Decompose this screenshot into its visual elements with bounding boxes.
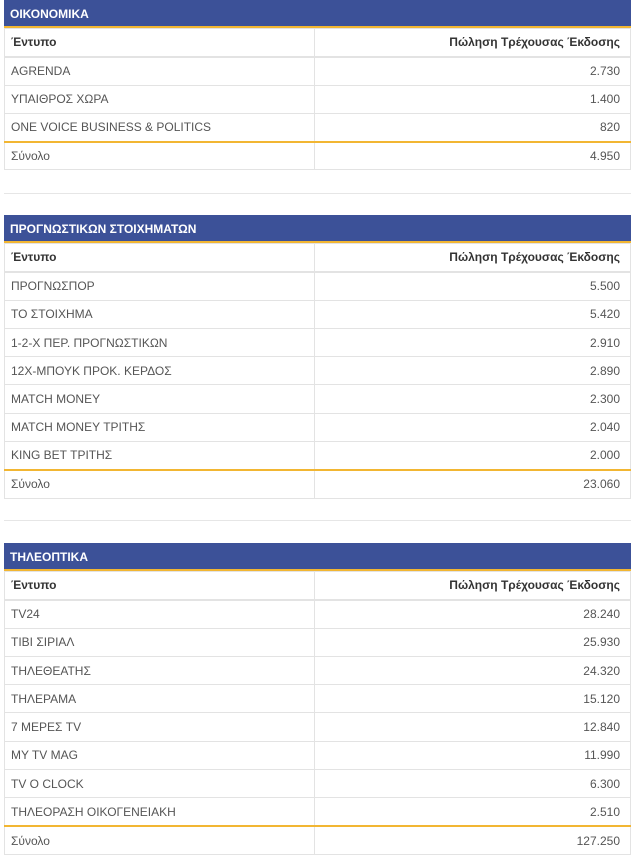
column-header-sales: Πώληση Τρέχουσας Έκδοσης: [315, 29, 631, 57]
section-title: ΠΡΟΓΝΩΣΤΙΚΩΝ ΣΤΟΙΧΗΜΑΤΩΝ: [4, 215, 631, 243]
section-title: ΟΙΚΟΝΟΜΙΚΑ: [4, 0, 631, 28]
table-row: [5, 328, 631, 356]
total-label: Σύνολο: [5, 142, 315, 170]
publication-name: AGRENDA: [5, 57, 315, 85]
publication-name: MATCH MONEY ΤΡΙΤΗΣ: [5, 413, 315, 441]
table-header-row: [5, 244, 631, 272]
section-divider: [4, 193, 631, 194]
column-header-sales: Πώληση Τρέχουσας Έκδοσης: [315, 572, 631, 600]
total-value: 4.950: [315, 142, 631, 170]
section-title: ΤΗΛΕΟΠΤΙΚΑ: [4, 543, 631, 571]
sales-table: [4, 571, 631, 855]
section-prognostikon: [4, 215, 631, 499]
publication-sales: 11.990: [315, 741, 631, 769]
publication-name: MY TV MAG: [5, 741, 315, 769]
publication-sales: 28.240: [315, 600, 631, 628]
total-label: Σύνολο: [5, 470, 315, 498]
total-row: [5, 826, 631, 854]
publication-name: MATCH MONEY: [5, 385, 315, 413]
table-row: [5, 741, 631, 769]
column-header-title: Έντυπο: [5, 29, 315, 57]
table-row: [5, 357, 631, 385]
publication-sales: 5.420: [315, 300, 631, 328]
table-row: [5, 770, 631, 798]
publication-name: ΤΗΛΕΘΕΑΤΗΣ: [5, 656, 315, 684]
total-row: [5, 470, 631, 498]
table-row: [5, 272, 631, 300]
publication-sales: 2.040: [315, 413, 631, 441]
column-header-sales: Πώληση Τρέχουσας Έκδοσης: [315, 244, 631, 272]
total-label: Σύνολο: [5, 826, 315, 854]
publication-name: 1-2-Χ ΠΕΡ. ΠΡΟΓΝΩΣΤΙΚΩΝ: [5, 328, 315, 356]
publication-name: ΤΗΛΕΟΡΑΣΗ ΟΙΚΟΓΕΝΕΙΑΚΗ: [5, 798, 315, 826]
publication-sales: 2.730: [315, 57, 631, 85]
publication-sales: 2.910: [315, 328, 631, 356]
table-row: [5, 656, 631, 684]
section-tileoptika: [4, 543, 631, 855]
publication-name: 7 ΜΕΡΕΣ TV: [5, 713, 315, 741]
table-row: [5, 300, 631, 328]
publication-name: ΤΗΛΕΡΑΜΑ: [5, 685, 315, 713]
publication-name: ΤΟ ΣΤΟΙΧΗΜΑ: [5, 300, 315, 328]
publication-sales: 15.120: [315, 685, 631, 713]
publication-sales: 25.930: [315, 628, 631, 656]
publication-sales: 5.500: [315, 272, 631, 300]
publication-name: TV24: [5, 600, 315, 628]
publication-sales: 1.400: [315, 85, 631, 113]
table-row: [5, 442, 631, 470]
publication-name: KING BET ΤΡΙΤΗΣ: [5, 442, 315, 470]
table-row: [5, 385, 631, 413]
publication-name: ΤΙΒΙ ΣΙΡΙΑΛ: [5, 628, 315, 656]
column-header-title: Έντυπο: [5, 572, 315, 600]
publication-sales: 2.300: [315, 385, 631, 413]
publication-name: ONE VOICE BUSINESS & POLITICS: [5, 113, 315, 141]
publication-sales: 820: [315, 113, 631, 141]
table-row: [5, 628, 631, 656]
table-row: [5, 713, 631, 741]
table-row: [5, 798, 631, 826]
publication-name: ΠΡΟΓΝΩΣΠΟΡ: [5, 272, 315, 300]
section-divider: [4, 520, 631, 521]
table-row: [5, 685, 631, 713]
section-oikonomika: [4, 0, 631, 170]
table-row: [5, 85, 631, 113]
publication-name: TV O CLOCK: [5, 770, 315, 798]
total-value: 23.060: [315, 470, 631, 498]
column-header-title: Έντυπο: [5, 244, 315, 272]
publication-sales: 6.300: [315, 770, 631, 798]
sales-table: [4, 243, 631, 499]
publication-name: ΥΠΑΙΘΡΟΣ ΧΩΡΑ: [5, 85, 315, 113]
table-row: [5, 600, 631, 628]
table-row: [5, 113, 631, 141]
sales-table: [4, 28, 631, 170]
publication-sales: 12.840: [315, 713, 631, 741]
total-value: 127.250: [315, 826, 631, 854]
publication-sales: 2.510: [315, 798, 631, 826]
table-row: [5, 57, 631, 85]
publication-sales: 2.000: [315, 442, 631, 470]
publication-name: 12Χ-ΜΠΟΥΚ ΠΡΟΚ. ΚΕΡΔΟΣ: [5, 357, 315, 385]
table-header-row: [5, 29, 631, 57]
table-header-row: [5, 572, 631, 600]
table-row: [5, 413, 631, 441]
total-row: [5, 142, 631, 170]
publication-sales: 2.890: [315, 357, 631, 385]
publication-sales: 24.320: [315, 656, 631, 684]
